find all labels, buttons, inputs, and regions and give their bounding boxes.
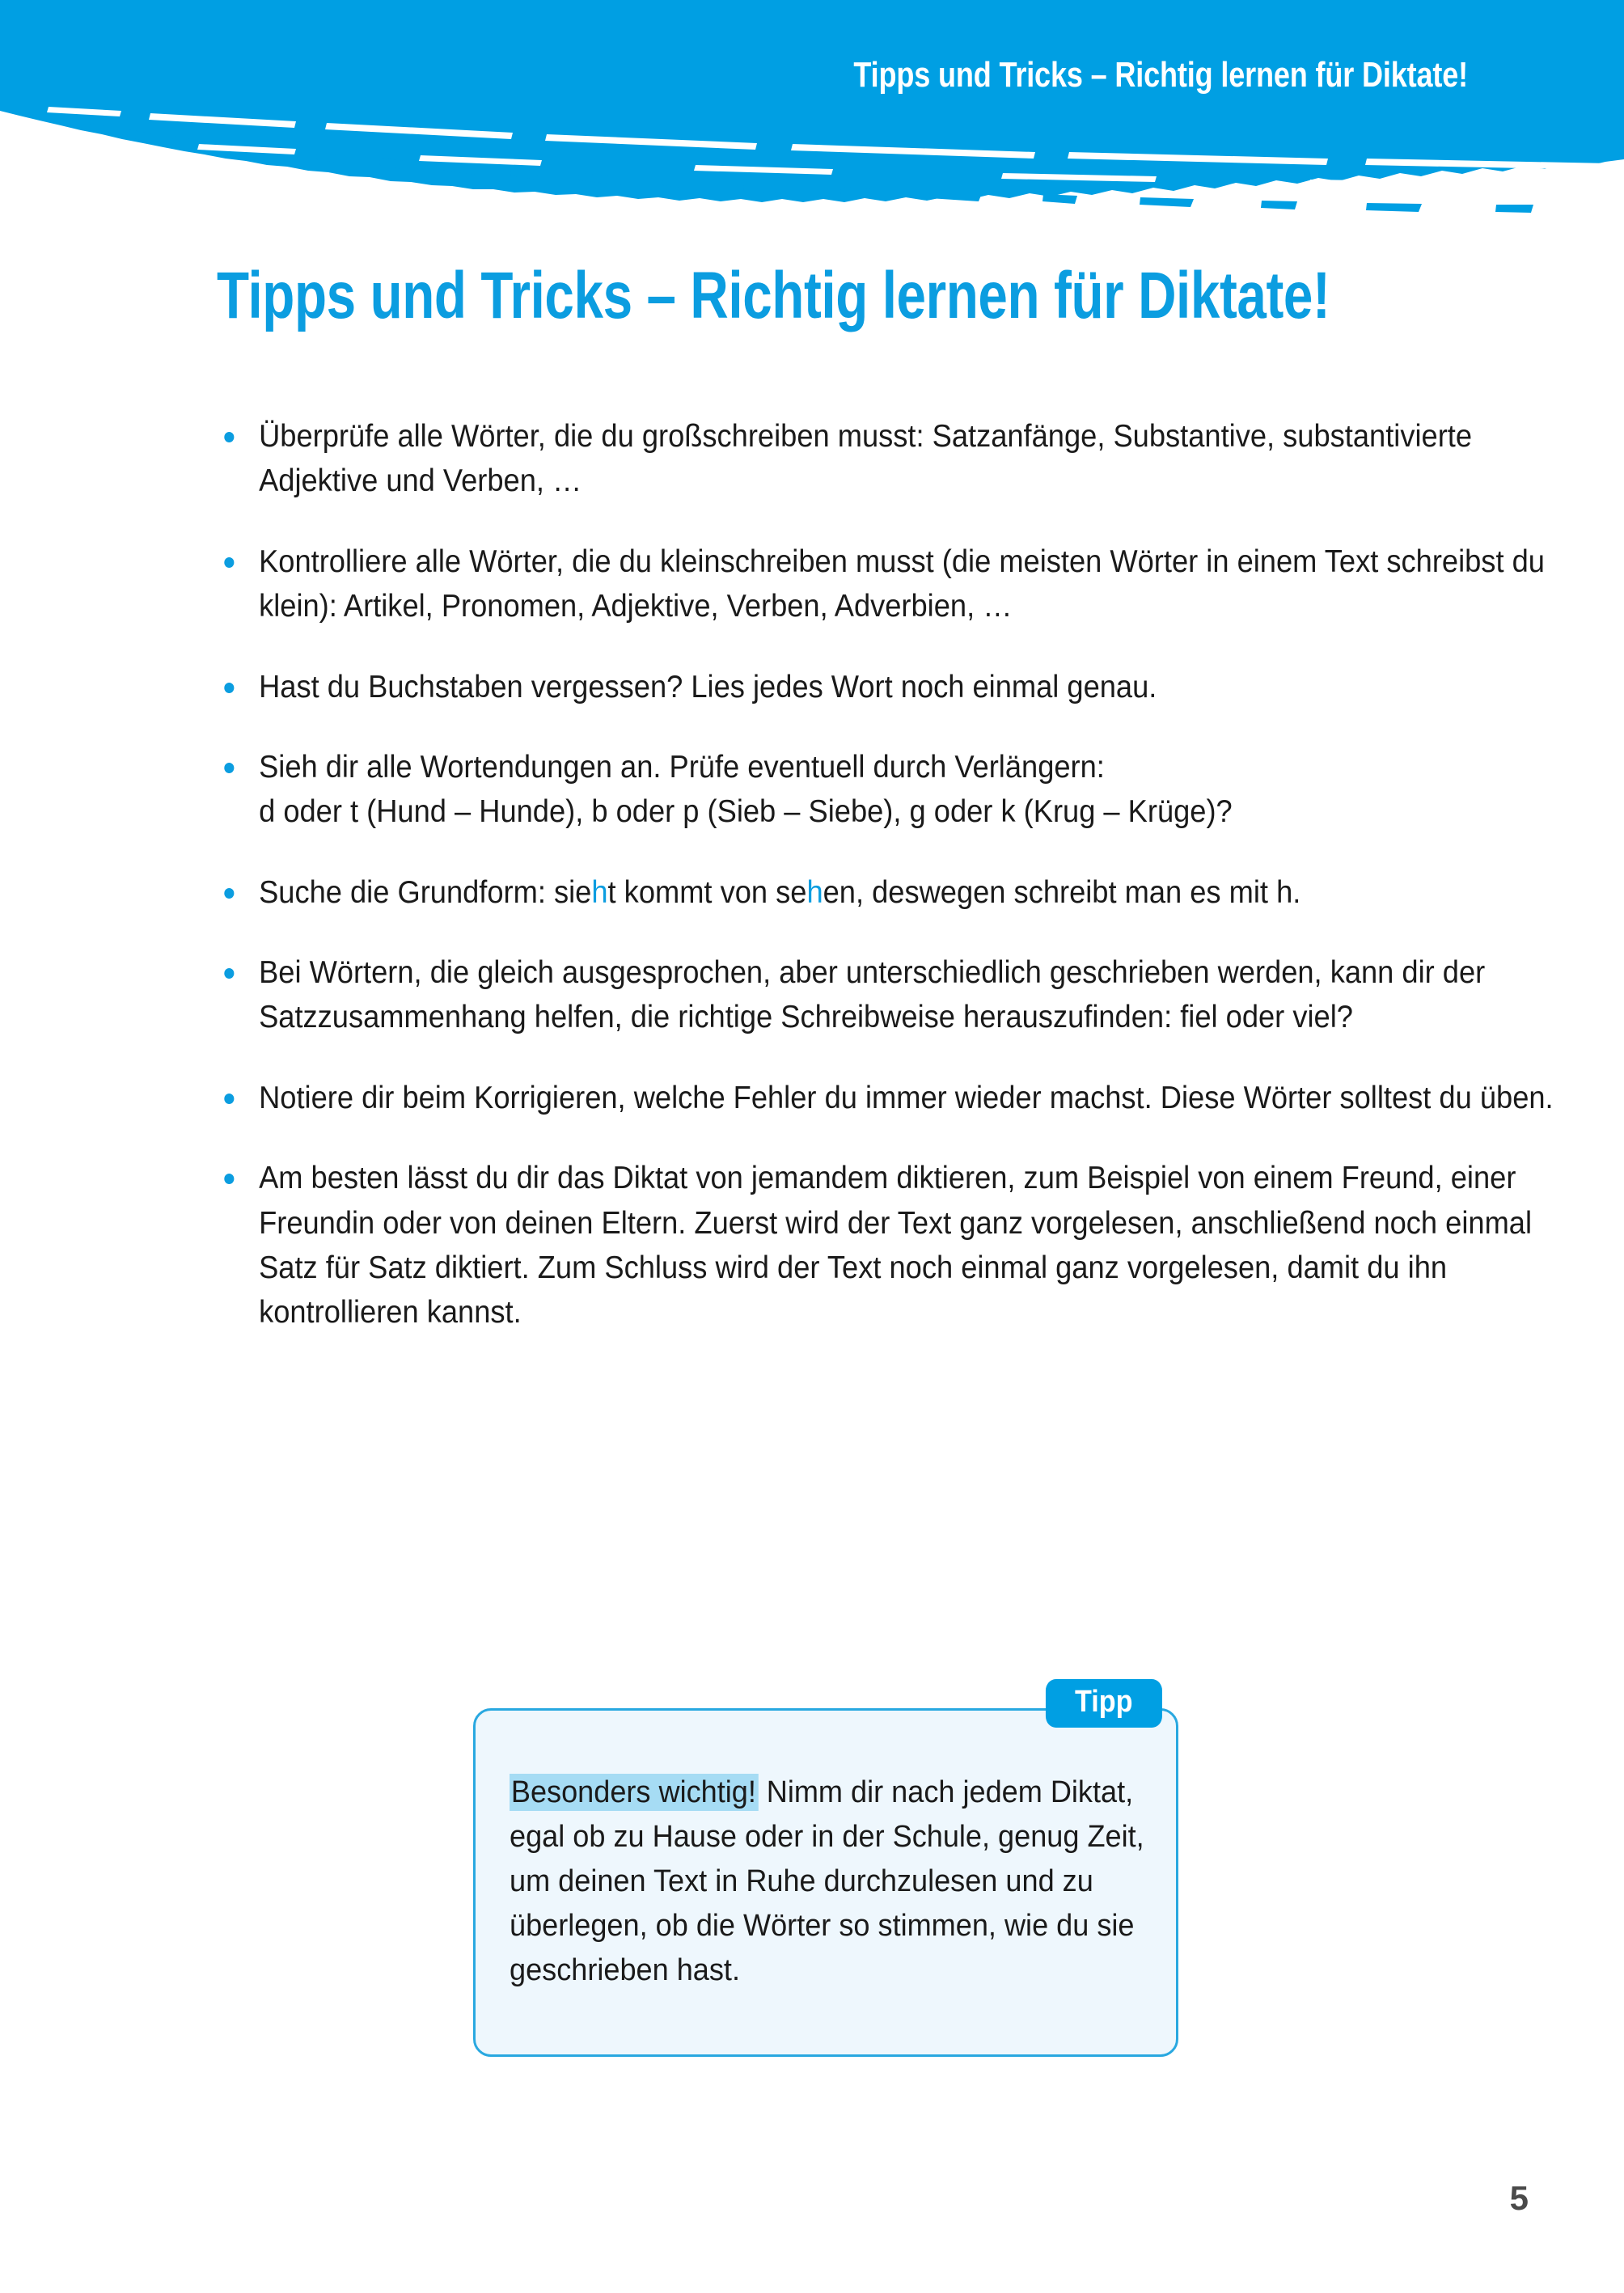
list-item [217,1156,1567,1335]
highlighted-letter: h [591,874,608,910]
list-item-text: Hast du Buchstaben vergessen? Lies jedes Wort noch einmal genau. [259,669,1157,704]
brush-stroke-edge-icon [0,0,1624,218]
bullet-dot-icon [224,888,234,899]
bullet-dot-icon [224,683,234,693]
list-item-text: Am besten lässt du dir das Diktat von jemandem diktieren, zum Beispiel von einem Freund, einer Freundin oder von deinen Eltern. Zuerst wird der Text ganz vorgelesen, anschließend noch einmal Satz für Satz diktiert. Zum Schluss wird der Text noch einmal ganz vorgelesen, damit du ihn kontrollieren kannst. [259,1161,1533,1331]
page-title: Tipps und Tricks – Richtig lernen für Diktate! [217,258,1330,332]
text-run: Suche die Grundform: sie [259,874,592,910]
bullet-dot-icon [224,1174,234,1184]
highlighted-letter: h [806,874,823,910]
bullet-dot-icon [224,968,234,979]
bullet-dot-icon [224,1094,234,1104]
list-item-text: Notiere dir beim Korrigieren, welche Fehler du immer wieder machst. Diese Wörter solltest du üben. [259,1080,1554,1115]
list-item [217,414,1567,504]
list-item [217,539,1567,629]
bullet-dot-icon [224,763,234,773]
list-item [217,1076,1567,1120]
text-run: t kommt von se [607,874,807,910]
tips-list [217,414,1554,1335]
list-item-text: Kontrolliere alle Wörter, die du kleinschreiben musst (die meisten Wörter in einem Text schreibst du klein): Artikel, Pronomen, Adjektive, Verben, Adverbien, … [259,544,1545,624]
list-item [217,870,1567,915]
list-item [217,950,1567,1040]
text-run: en, deswegen schreibt man es mit h. [823,874,1301,910]
tipp-tab-label: Tipp [1046,1679,1162,1728]
list-item [217,745,1567,835]
bullet-dot-icon [224,432,234,442]
header-band [0,0,1624,218]
list-item-text: Bei Wörtern, die gleich ausgesprochen, aber unterschiedlich geschrieben werden, kann dir der Satzzusammenhang helfen, die richtige Schreibweise herauszufinden: fiel oder viel? [259,955,1486,1035]
tipp-box-body: Nimm dir nach jedem Diktat, egal ob zu Hause oder in der Schule, genug Zeit, um deinen Text in Ruhe durchzulesen und zu überlegen, ob die Wörter so stimmen, wie du sie geschrieben hast. [510,1775,1144,1988]
list-item [217,665,1567,709]
running-head: Tipps und Tricks – Richtig lernen für Diktate! [853,55,1468,95]
list-item-text: Überprüfe alle Wörter, die du großschreiben musst: Satzanfänge, Substantive, substantivierte Adjektive und Verben, … [259,419,1473,499]
highlight-marker: Besonders wichtig! [510,1774,759,1811]
page-number: 5 [1509,2179,1529,2217]
tipp-box-text [510,1771,1148,1993]
tipp-box [473,1708,1178,2057]
list-item-text [259,875,1300,910]
list-item-text: Sieh dir alle Wortendungen an. Prüfe eventuell durch Verlängern: d oder t (Hund – Hunde), b oder p (Sieb – Siebe), g oder k (Krug – Krüge)? [259,749,1233,830]
bullet-dot-icon [224,557,234,568]
